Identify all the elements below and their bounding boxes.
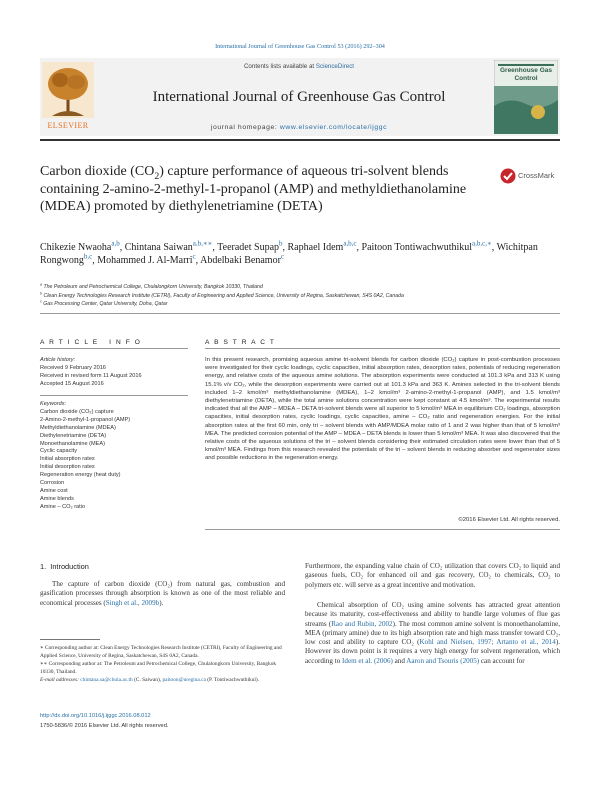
email-footnote: E-mail addresses: chintana.sa@chula.ac.th (C. Saiwan), paitoon@uregina.ca (P. Tontiwachwuthikul). <box>40 677 260 684</box>
article-info-heading: A R T I C L E I N F O <box>40 339 142 346</box>
elsevier-logo[interactable] <box>40 60 96 134</box>
author: Abdelbaki Benamor$^c$ <box>200 252 285 266</box>
abstract-rule <box>205 348 560 349</box>
footnotes <box>40 645 285 686</box>
keywords-label: Keywords: <box>40 401 67 407</box>
history-label: Article history: <box>40 357 76 363</box>
citation-link[interactable]: Kohl and Nielsen, 1997; Artanto et al., 2014 <box>419 638 556 647</box>
introduction-right-paragraph-2 <box>305 601 560 666</box>
introduction-right-paragraph-1: Furthermore, the expanding value chain of CO₂ utilization that covers CO₂ to liquid and gaseous fuels, CO₂ for enhanced oil and gas recovery, CO₂ to chemicals, CO₂ to polymers etc. will serve as a great incentive and motivation. <box>305 562 560 589</box>
footnote-rule <box>40 639 100 640</box>
history-item: Received in revised form 11 August 2016 <box>40 373 142 379</box>
author: Wichitpan Rongwong$^{b,c}$, <box>40 242 538 266</box>
header-rule <box>40 139 560 141</box>
keyword-item: Monoethanolamine (MEA) <box>40 440 105 447</box>
affiliation-item: $^b$ Clean Energy Technologies Research Institute (CETRI), Faculty of Engineering and Applied Science, University of Regina, Saskatchewan, S4S 0A2, Canada <box>40 290 404 299</box>
contents-line <box>108 63 490 70</box>
crossmark-icon <box>500 168 516 184</box>
citation-link[interactable]: Rao and Rubin, 2002 <box>331 619 393 628</box>
author: Teeradet Supap$^b$, <box>217 239 288 253</box>
contents-prefix: Contents lists available at <box>243 63 316 70</box>
author: Mohammed J. Al-Marri$^c$, <box>97 252 201 266</box>
keyword-item: Corrosion <box>40 480 65 487</box>
author: Chintana Saiwan$^{a,b,∗∗}$, <box>124 239 218 253</box>
sciencedirect-link[interactable]: ScienceDirect <box>315 63 355 70</box>
introduction-heading: 1. Introduction <box>40 562 89 571</box>
paper-title <box>40 163 470 216</box>
history-item: Received 9 February 2016 <box>40 365 106 371</box>
keyword-item: Initial absorption rates <box>40 456 95 463</box>
abstract-copyright: ©2016 Elsevier Ltd. All rights reserved. <box>458 517 560 523</box>
abstract-heading: A B S T R A C T <box>205 339 276 346</box>
keyword-item: Diethylenetriamine (DETA) <box>40 432 107 439</box>
email-link[interactable]: chintana.sa@chula.ac.th <box>80 677 133 684</box>
keywords <box>40 401 190 512</box>
keywords-rule <box>40 395 188 396</box>
title-part-1: Carbon dioxide (CO <box>40 164 155 179</box>
keyword-item: Carbon dioxide (CO₂) capture <box>40 408 114 415</box>
affiliations <box>40 283 560 309</box>
citation-link[interactable]: Singh et al., 2009b <box>105 598 160 607</box>
homepage-prefix: journal homepage: <box>210 124 280 131</box>
intro-paragraph: The capture of carbon dioxide (CO₂) from natural gas, combustion and gasification processes through absorption is known as one of the most reliable and economical processes (Singh et al., 2009b). <box>40 580 285 607</box>
title-part-2: ) capture performance of aqueous tri-solvent blends containing 2-amino-2-methyl-1-propanol (AMP) and methyldiethanolamine (MDEA) promoted by diethylenetriamine (DETA) <box>40 164 467 214</box>
keyword-item: 2-Amino-2-methyl-1-propanol (AMP) <box>40 416 131 423</box>
author: Chikezie Nwaoha$^{a,b}$, <box>40 239 125 253</box>
journal-homepage <box>108 124 490 131</box>
publisher-name: ELSEVIER <box>47 121 89 130</box>
email-link[interactable]: paitoon@uregina.ca <box>162 677 206 684</box>
affiliation-item: $^c$ Gas Processing Center, Qatar University, Doha, Qatar <box>40 299 168 307</box>
introduction-left-column <box>40 580 285 608</box>
keyword-item: Amine cost <box>40 487 68 494</box>
affiliation-item: $^a$ The Petroleum and Petrochemical College, Chulalongkorn University, Bangkok 10330, Thailand <box>40 282 263 290</box>
title-subscript: 2 <box>154 170 160 182</box>
abstract-text: In this present research, promising aqueous amine tri-solvent blends for carbon dioxide (CO₂) capture in post-combustion processes were investigated for their cyclic loadings, cyclic capacities, initial absorption rates, desorption rates, potentials of reducing regeneration energy, and relative costs of the aqueous amine solutions. The absorption experiments were conducted at 101.3 kPa and 313 K using 15.1% v/v CO₂, while the desorption experiments were carried out at 101.3 kPa and 363 K. Amines selected in the tri-solvent blends included 1–2 kmol/m³ methyldiethanolamine (MDEA), 1–2 kmol/m³ 2-amino-2-methyl-1-propanol (AMP), and 1.5 kmol/m³ diethylenetriamine (DETA), while the total amine solutions concentration were kept constant at 4.5 kmol/m³. The experimental results indicated that all the AMP – MDEA – DETA tri-solvent blends were all superior to 5 kmol/m³ MEA in equilibrium CO₂ loadings, absorption capacities, initial desorption rates, cyclic loadings, cyclic capacities, amine – CO₂ ratio and regeneration energies. For the initial absorption rates at the first 60 min, only tri – solvent blends with AMP/MDEA molar ratio of 1 and 2 was higher than that of 5 kmol/m³ MEA. The predicted corrosion potential of the AMP – MDEA – DETA blends is lower than 5 kmol/m³ MEA. It was also discovered that the relative costs of the aqueous solutions of the tri – solvent blends considering their estimated circulation rates were lower than that of 5 kmol/m³ MEA. Findings from this research revealed the potentials of the tri – solvent blends in reducing absorber and regenerator sizes and possible reductions in the regeneration energy. <box>205 357 560 462</box>
author: Paitoon Tontiwachwuthikul$^{a,b,c,∗}$, <box>361 239 497 253</box>
homepage-link[interactable]: www.elsevier.com/locate/ijggc <box>279 124 388 131</box>
cover-title: Greenhouse Gas Control <box>499 67 553 82</box>
footnote-1: ∗ Corresponding author at: Clean Energy Technologies Research Institute (CETRI), Faculty of Engineering and Applied Science, University of Regina, Saskatchewan, S4S 0A2, Canada. <box>40 645 282 659</box>
keyword-item: Cyclic capacity <box>40 448 77 455</box>
keyword-item: Regeneration energy (heat duty) <box>40 472 121 479</box>
journal-citation-link[interactable]: International Journal of Greenhouse Gas Control 53 (2016) 292–304 <box>215 43 385 50</box>
author: Raphael Idem$^{a,b,c}$, <box>287 239 362 253</box>
footnote-2: ∗∗ Corresponding author at: The Petroleum and Petrochemical College, Chulalongkorn University, Bangkok 10330, Thailand. <box>40 661 277 675</box>
keyword-item: Amine – CO₂ ratio <box>40 503 86 510</box>
journal-cover-image[interactable] <box>494 60 558 134</box>
keyword-item: Amine blends <box>40 495 74 502</box>
crossmark-label: CrossMark <box>518 171 555 180</box>
doi-link[interactable]: http://dx.doi.org/10.1016/j.ijggc.2016.08.012 <box>40 713 151 719</box>
issn-copyright: 1750-5836/© 2016 Elsevier Ltd. All rights reserved. <box>40 723 169 729</box>
abstract-end-rule <box>205 529 560 530</box>
keyword-item: Initial desorption rates <box>40 464 95 471</box>
history-item: Accepted 15 August 2016 <box>40 381 104 387</box>
keyword-item: Methyldiethanolamine (MDEA) <box>40 424 116 431</box>
author-list <box>40 241 560 267</box>
journal-title: International Journal of Greenhouse Gas Control <box>152 89 446 105</box>
article-history <box>40 356 190 388</box>
article-info-rule <box>40 348 188 349</box>
crossmark-button[interactable] <box>500 167 555 185</box>
citation-link[interactable]: Aaron and Tsouris (2005) <box>406 656 480 665</box>
affiliations-rule <box>40 313 560 314</box>
intro-paragraph: Chemical absorption of CO₂ using amine solvents has attracted great attention because its maturity, cost-effectiveness and ability to handle large volumes of flue gas streams (Rao and Rubin, 2002). The most common amine solvent is monoethanolamine, MEA (primary amine) due to its high absorption rate and high mass transfer toward CO₂, low cost and ability to capture CO₂ (Kohl and Nielsen, 1997; Artanto et al., 2014). However its down point is it requires a very high energy for solvent regeneration, which according to Idem et al. (2006) and Aaron and Tsouris (2005) can account for <box>305 601 560 665</box>
citation-link[interactable]: Idem et al. (2006) <box>342 656 393 665</box>
